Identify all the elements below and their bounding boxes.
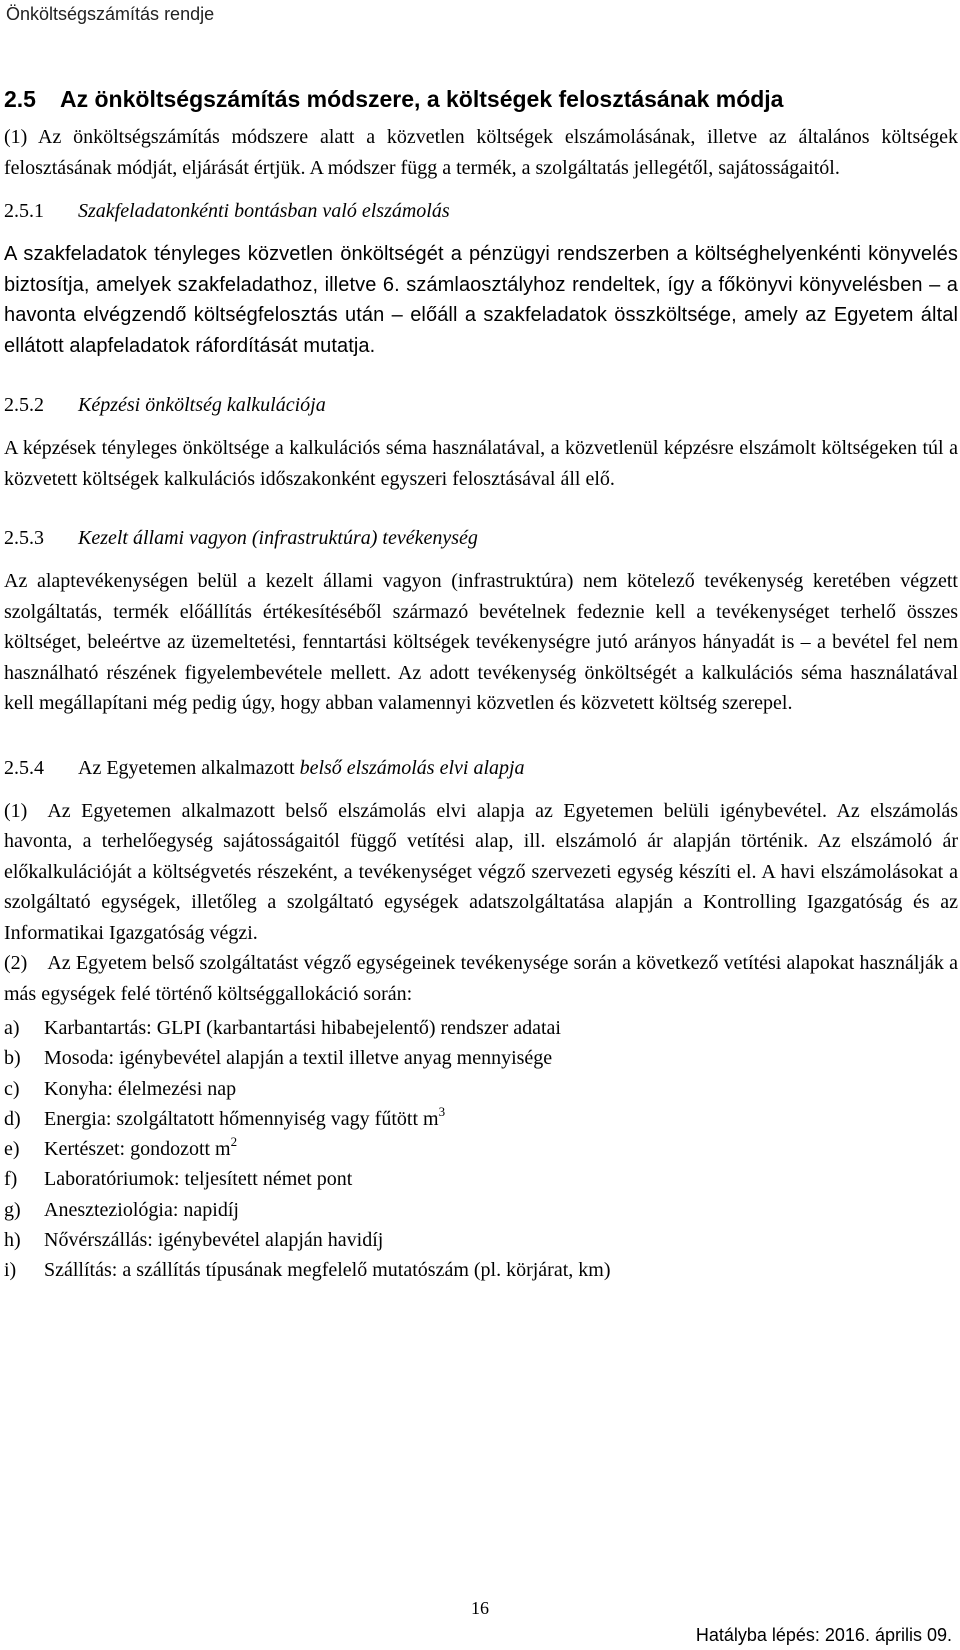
list-item-label: Laboratóriumok: teljesített német pont (44, 1168, 353, 1191)
subsection-body-4-para-1: (1) Az Egyetemen alkalmazott belső elszámolás elvi alapja az Egyetemen belüli igénybevétel. Az elszámolás havonta, a terhelőegység sajátosságaitól függő vetítési alap, ill. elszámoló ár alapján történik. Az elszámoló ár előkalkulációját a költségvetés részeként, a tevékenységet végző szervezeti egység készíti el. A havi elszámolásokat a szolgáltató egységek, illetőleg a szolgáltató egységek adatszolgáltatása alapján a Kontrolling Igazgatóság és az Informatikai Igazgatóság végzi. (4, 799, 958, 944)
subsection-heading-3 (4, 523, 958, 553)
section-heading (4, 84, 958, 114)
list-item (4, 1164, 958, 1194)
list-item-text (44, 1195, 239, 1225)
page-number: 16 (471, 1598, 489, 1618)
subsection-number: 2.5.3 (4, 527, 44, 549)
list-item (4, 1255, 958, 1285)
subsection-title-italic: belső elszámolás elvi alapja (299, 756, 525, 779)
subsection-number: 2.5.2 (4, 394, 44, 416)
list-item-superscript: 3 (438, 1103, 446, 1119)
subsection-number: 2.5.4 (4, 756, 44, 779)
section-intro: (1) Az önköltségszámítás módszere alatt a közvetlen költségek elszámolásának, illetve az általános költségek felosztásának módját, eljárását értjük. A módszer függ a termék, a szolgáltatás jellegétől, sajátosságaitól. (4, 126, 958, 179)
list-item-label: Aneszteziológia: napidíj (44, 1198, 239, 1221)
list-item-letter: g) (4, 1198, 21, 1221)
list-item-text (44, 1134, 237, 1164)
list-item-text (44, 1043, 552, 1073)
list-item-label: Energia: szolgáltatott hőmennyiség vagy fűtött m (44, 1107, 439, 1130)
subsection-body-1: A szakfeladatok tényleges közvetlen önköltségét a pénzügyi rendszerben a költséghelyenkénti könyvelés biztosítja, amelyek szakfeladathoz, illetve 6. számlaosztályhoz rendeltek, így a főkönyvi könyvelésben – a havonta elvégzendő költségfelosztás után – előáll a szakfeladatok összköltsége, amely az Egyetem által ellátott alapfeladatok ráfordítását mutatja. (4, 243, 958, 357)
section-number: 2.5 (4, 86, 36, 112)
list-item (4, 1043, 958, 1073)
list-item-text (44, 1225, 383, 1255)
list-item-text (44, 1074, 236, 1104)
list-item-letter: d) (4, 1107, 21, 1130)
subsection-body-3: Az alaptevékenységen belül a kezelt állami vagyon (infrastruktúra) nem kötelező tevékenység keretében végzett szolgáltatás, termék előállítás értékesítéséből származó bevételnek fedeznie kell a tevékenységet terhelő összes költséget, beleértve az üzemeltetési, fenntartási költségek tevékenységre jutó arányos hányadát is – a bevétel fel nem használható részének figyelembevétele mellett. Az adott tevékenység önköltségét a kalkulációs séma használatával kell megállapítani még pedig úgy, hogy abban valamennyi közvetlen és közvetett költség szerepel. (4, 570, 958, 714)
running-header: Önköltségszámítás rendje (6, 4, 215, 24)
effective-date: Hatályba lépés: 2016. április 09. (695, 1625, 952, 1645)
subsection-heading-2 (4, 390, 958, 420)
list-item-label: Kertészet: gondozott m (44, 1138, 231, 1161)
subsection-body-2: A képzések tényleges önköltsége a kalkulációs séma használatával, a közvetlenül képzésre elszámolt költségeken túl a közvetett költségek kalkulációs időszakonként egyszeri felosztásával áll elő. (4, 437, 958, 490)
list-item (4, 1134, 958, 1164)
list-item-label: Mosoda: igénybevétel alapján a textil illetve anyag mennyisége (44, 1047, 553, 1070)
list-item-label: Karbantartás: GLPI (karbantartási hibabejelentő) rendszer adatai (44, 1017, 561, 1039)
list-item-label: Konyha: élelmezési nap (44, 1077, 237, 1100)
subsection-heading-4 (4, 753, 958, 783)
list-item-text (44, 1255, 611, 1285)
list-item-text (44, 1013, 561, 1043)
list-item-letter: h) (4, 1229, 21, 1252)
list-item-letter: b) (4, 1047, 21, 1070)
list-item-label: Nővérszállás: igénybevétel alapján havidíj (44, 1229, 384, 1252)
subsection-title: Szakfeladatonkénti bontásban való elszámolás (78, 200, 450, 222)
list-item-letter: e) (4, 1138, 20, 1161)
list-item-label: Szállítás: a szállítás típusának megfelelő mutatószám (pl. körjárat, km) (44, 1259, 611, 1282)
list-item-letter: f) (4, 1168, 18, 1191)
document-content (4, 84, 958, 1286)
subsection-number: 2.5.1 (4, 200, 44, 222)
allocation-base-list (4, 1013, 958, 1286)
list-item (4, 1195, 958, 1225)
list-item-letter: a) (4, 1017, 20, 1039)
subsection-title: Képzési önköltség kalkulációja (78, 394, 326, 416)
subsection-title-plain: Az Egyetemen alkalmazott (78, 756, 295, 779)
list-item-letter: i) (4, 1259, 17, 1282)
list-item-superscript: 2 (230, 1134, 238, 1150)
list-item (4, 1074, 958, 1104)
subsection-heading-1 (4, 196, 958, 226)
list-item (4, 1013, 958, 1043)
list-item (4, 1225, 958, 1255)
list-item-text (44, 1164, 352, 1194)
subsection-title: Kezelt állami vagyon (infrastruktúra) tevékenység (78, 527, 478, 549)
list-item-text (44, 1104, 445, 1134)
subsection-body-4-para-2: (2) Az Egyetem belső szolgáltatást végző egységeinek tevékenysége során a következő vetítési alapokat használják a más egységek felé történő költséggallokáció során: (4, 952, 958, 1005)
list-item (4, 1104, 958, 1134)
section-title: Az önköltségszámítás módszere, a költségek felosztásának módja (60, 86, 784, 112)
list-item-letter: c) (4, 1077, 20, 1100)
